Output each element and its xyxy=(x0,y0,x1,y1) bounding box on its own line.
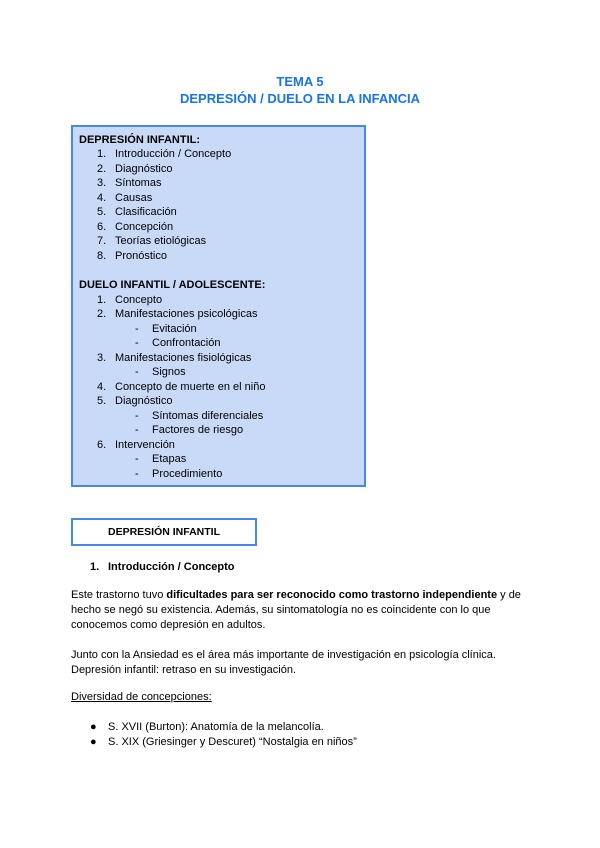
diversity-heading: Diversidad de concepciones: xyxy=(71,691,212,703)
paragraph-research xyxy=(71,648,533,678)
toc-item-label: Teorías etiológicas xyxy=(115,235,207,247)
toc-subitem-dash: - xyxy=(135,410,139,422)
toc-item-label: Pronóstico xyxy=(115,250,167,262)
toc-item-number: 1. xyxy=(97,148,107,160)
toc-section-title-grief: DUELO INFANTIL / ADOLESCENTE: xyxy=(79,279,266,291)
toc-item-number: 2. xyxy=(97,308,107,320)
toc-item-number: 5. xyxy=(97,395,107,407)
toc-item-label: Concepto de muerte en el niño xyxy=(115,381,266,393)
topic-number: TEMA 5 xyxy=(276,74,324,89)
toc-item-number: 1. xyxy=(97,294,107,306)
toc-subitem-label: Evitación xyxy=(152,323,197,335)
toc-item-label: Síntomas xyxy=(115,177,162,189)
document-title: DEPRESIÓN / DUELO EN LA INFANCIA xyxy=(179,91,421,106)
toc-subitem-dash: - xyxy=(135,424,139,436)
toc-item-number: 4. xyxy=(97,192,107,204)
list-item-text: S. XIX (Griesinger y Descuret) “Nostalgia en niños” xyxy=(108,736,357,748)
toc-item-label: Concepto xyxy=(115,294,163,306)
toc-item-label: Causas xyxy=(115,192,153,204)
toc-item-number: 3. xyxy=(97,177,107,189)
paragraph-line: Depresión infantil: retraso en su investigación. xyxy=(71,664,297,676)
toc-item-number: 4. xyxy=(97,381,107,393)
toc-subitem-dash: - xyxy=(135,468,139,480)
toc-subitem-dash: - xyxy=(135,323,139,335)
list-item-text: S. XVII (Burton): Anatomía de la melancolía. xyxy=(108,721,324,733)
toc-subitem-label: Síntomas diferenciales xyxy=(152,410,264,422)
bullet-icon: ● xyxy=(90,736,97,748)
paragraph-intro xyxy=(71,588,533,633)
toc-item-number: 5. xyxy=(97,206,107,218)
paragraph-line: Junto con la Ansiedad es el área más importante de investigación en psicología clínica. xyxy=(71,649,496,661)
section-heading-box: DEPRESIÓN INFANTIL xyxy=(71,518,257,546)
toc-subitem-label: Etapas xyxy=(152,453,187,465)
toc-item-label: Diagnóstico xyxy=(115,395,173,407)
toc-item-label: Manifestaciones fisiológicas xyxy=(115,352,252,364)
toc-item-number: 6. xyxy=(97,221,107,233)
toc-item-number: 6. xyxy=(97,439,107,451)
toc-item-label: Introducción / Concepto xyxy=(115,148,232,160)
subheading-number: 1. xyxy=(90,561,100,573)
toc-subitem-label: Signos xyxy=(152,366,186,378)
toc-item-label: Manifestaciones psicológicas xyxy=(115,308,258,320)
toc-subitem-dash: - xyxy=(135,453,139,465)
toc-subitem-label: Confrontación xyxy=(152,337,221,349)
toc-item-label: Diagnóstico xyxy=(115,163,173,175)
toc-item-label: Clasificación xyxy=(115,206,177,218)
toc-item-number: 8. xyxy=(97,250,107,262)
subheading-label: Introducción / Concepto xyxy=(108,561,235,573)
toc-subitem-label: Factores de riesgo xyxy=(152,424,244,436)
toc-subitem-dash: - xyxy=(135,337,139,349)
table-of-contents xyxy=(71,125,366,487)
paragraph-text: Este trastorno tuvo xyxy=(71,589,167,601)
toc-item-number: 7. xyxy=(97,235,107,247)
paragraph-text: y de hecho se negó su existencia. Además, su sintomatología no es coincidente con lo que conocemos como depresión en adultos. xyxy=(71,589,521,631)
toc-item-label: Concepción xyxy=(115,221,174,233)
toc-section-title-depression: DEPRESIÓN INFANTIL: xyxy=(79,134,201,146)
paragraph-emphasis: dificultades para ser reconocido como trastorno independiente xyxy=(166,589,498,601)
toc-item-number: 3. xyxy=(97,352,107,364)
bullet-icon: ● xyxy=(90,721,97,733)
toc-subitem-dash: - xyxy=(135,366,139,378)
toc-item-label: Intervención xyxy=(115,439,175,451)
toc-subitem-label: Procedimiento xyxy=(152,468,223,480)
toc-item-number: 2. xyxy=(97,163,107,175)
